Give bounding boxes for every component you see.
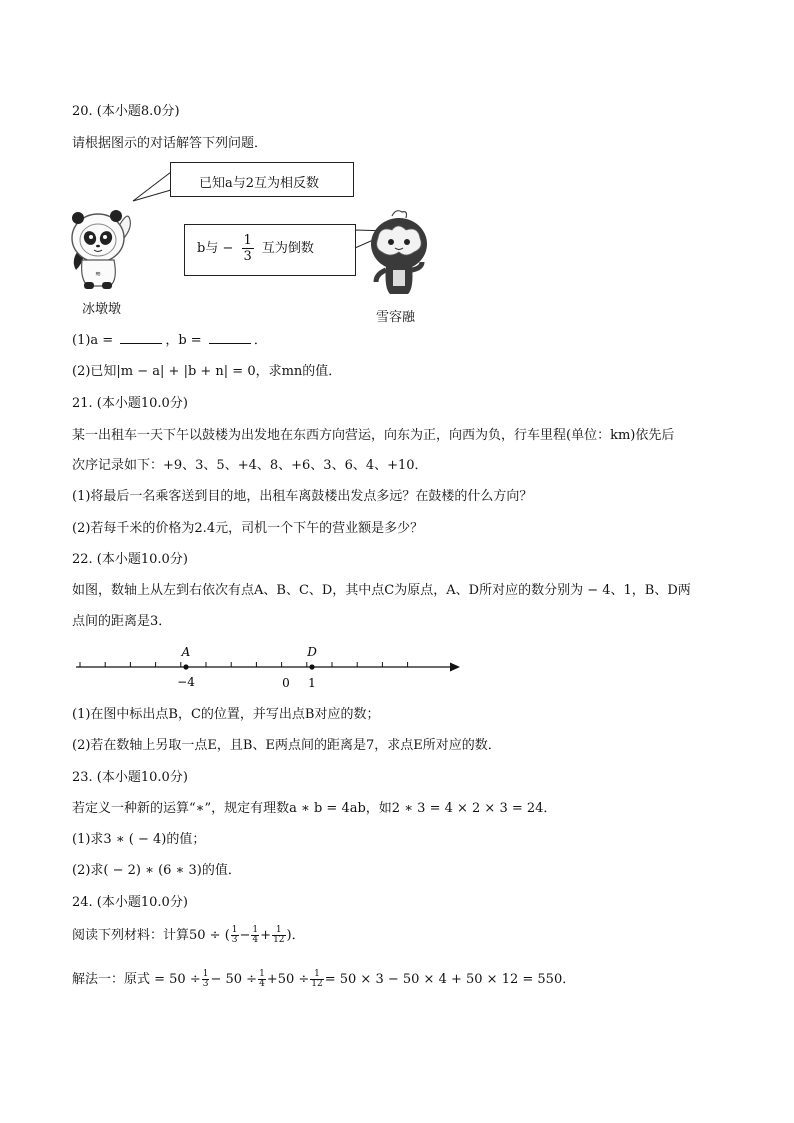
q24-sol-frac-2-num: 1 xyxy=(259,969,265,979)
q24-sol-frac-2 xyxy=(258,970,266,989)
q24-frac-2 xyxy=(251,926,259,945)
tick-label-minus-4: −4 xyxy=(177,675,195,689)
bubble2-frac-den: 3 xyxy=(243,249,252,264)
bubble2-frac-num: 1 xyxy=(243,233,252,248)
q24-frac-1-num: 1 xyxy=(231,925,238,935)
q20-part1-a-label: (1)a = xyxy=(72,333,118,348)
q21-header: 21. (本小题10.0分) xyxy=(72,396,188,411)
bubble1-text: 已知a与2互为相反数 xyxy=(199,176,320,191)
q24-text xyxy=(72,926,305,945)
q21-text2: 次序记录如下：+9、3、5、+4、8、+6、3、6、4、+10． xyxy=(72,458,428,473)
q23-part2: (2)求( − 2) ∗ (6 ∗ 3)的值． xyxy=(72,863,241,878)
q24-sol-mid-1: − 50 ÷ xyxy=(210,972,258,987)
q24-sol-frac-1-num: 1 xyxy=(202,969,209,979)
q24-frac-2-den: 4 xyxy=(252,935,259,945)
axis-arrow-icon xyxy=(450,663,460,672)
bubble2-content xyxy=(197,233,314,264)
q24-op-2: + xyxy=(260,928,272,943)
q24-frac-2-num: 1 xyxy=(252,925,259,935)
q20-part1-b-label: ，b = xyxy=(165,333,206,348)
bubble2-pre: b与 − xyxy=(197,241,234,256)
q22-header: 22. (本小题10.0分) xyxy=(72,552,188,567)
q20-intro: 请根据图示的对话解答下列问题． xyxy=(72,136,268,151)
q23-part1: (1)求3 ∗ ( − 4)的值； xyxy=(72,832,206,847)
q23-header: 23. (本小题10.0分) xyxy=(72,770,188,785)
point-a-label: A xyxy=(181,645,191,659)
q20-part2: (2)已知|m − a| + |b + n| = 0，求mn的值． xyxy=(72,364,342,379)
bingdwendwen-caption: 冰墩墩 xyxy=(82,302,122,317)
q24-header: 24. (本小题10.0分) xyxy=(72,895,188,910)
q22-text2: 点间的距离是3． xyxy=(72,614,172,629)
q24-frac-1-den: 3 xyxy=(231,935,238,945)
q24-sol-frac-3-den: 12 xyxy=(311,979,323,989)
tick-label-0: 0 xyxy=(282,676,290,690)
q24-sol-frac-3 xyxy=(310,970,323,989)
q21-part1: (1)将最后一名乘客送到目的地，出租车离鼓楼出发点多远？在鼓楼的什么方向？ xyxy=(72,489,533,504)
q24-solution xyxy=(72,970,575,989)
q20-header: 20. (本小题8.0分) xyxy=(72,104,180,119)
shueyrhonrhon-mascot-image xyxy=(366,208,432,300)
bubble2-post: 互为倒数 xyxy=(261,241,314,256)
speech-bubble-shueyrhonrhon xyxy=(184,224,356,276)
q21-part2: (2)若每千米的价格为2.4元，司机一个下午的营业额是多少？ xyxy=(72,521,424,536)
number-line-diagram xyxy=(70,640,470,692)
q22-part1: (1)在图中标出点B，C的位置，并写出点B对应的数； xyxy=(72,707,380,722)
q22-text1: 如图，数轴上从左到右依次有点A、B、C、D，其中点C为原点，A、D所对应的数分别为 − 4、1，B、D两 xyxy=(72,583,691,598)
point-d-label: D xyxy=(307,645,317,659)
tick-label-1: 1 xyxy=(308,676,316,690)
svg-text:≋: ≋ xyxy=(95,270,101,278)
q24-frac-3-den: 12 xyxy=(273,935,285,945)
point-d-dot xyxy=(309,664,314,669)
q24-frac-3 xyxy=(272,926,285,945)
q24-sol-frac-2-den: 4 xyxy=(259,979,265,989)
q20-part1 xyxy=(72,332,267,349)
point-a-dot xyxy=(183,664,188,669)
q24-sol-post: = 50 × 3 − 50 × 4 + 50 × 12 = 550． xyxy=(324,972,576,987)
bingdwendwen-mascot-image xyxy=(68,204,134,290)
q22-part2: (2)若在数轴上另取一点E，且B、E两点间的距离是7，求点E所对应的数． xyxy=(72,738,501,753)
answer-blank-a[interactable] xyxy=(120,332,162,344)
q24-op-1: − xyxy=(239,928,251,943)
q24-sol-mid-2: +50 ÷ xyxy=(266,972,310,987)
q24-frac-1 xyxy=(231,926,239,945)
q24-sol-frac-3-num: 1 xyxy=(310,970,323,980)
q24-sol-pre: 解法一：原式 = 50 ÷ xyxy=(72,972,201,987)
q24-sol-frac-1-den: 3 xyxy=(202,979,209,989)
q24-frac-3-num: 1 xyxy=(272,926,285,936)
number-line-ticks xyxy=(80,662,408,667)
q20-part1-end: ． xyxy=(253,333,267,348)
q24-text-pre: 阅读下列材料：计算50 ÷ ( xyxy=(72,928,230,943)
bubble2-fraction xyxy=(242,233,254,264)
q21-text1: 某一出租车一天下午以鼓楼为出发地在东西方向营运，向东为正，向西为负，行车里程(单位：km)依先后 xyxy=(72,428,675,443)
q24-sol-frac-1 xyxy=(202,970,210,989)
speech-bubble-bingdwendwen xyxy=(170,162,354,197)
q24-text-post: )． xyxy=(286,928,305,943)
answer-blank-b[interactable] xyxy=(209,332,251,344)
shueyrhonrhon-caption: 雪容融 xyxy=(376,310,416,325)
q23-text1: 若定义一种新的运算“∗”，规定有理数a ∗ b = 4ab，如2 ∗ 3 = 4 × 2 × 3 = 24． xyxy=(72,801,557,816)
